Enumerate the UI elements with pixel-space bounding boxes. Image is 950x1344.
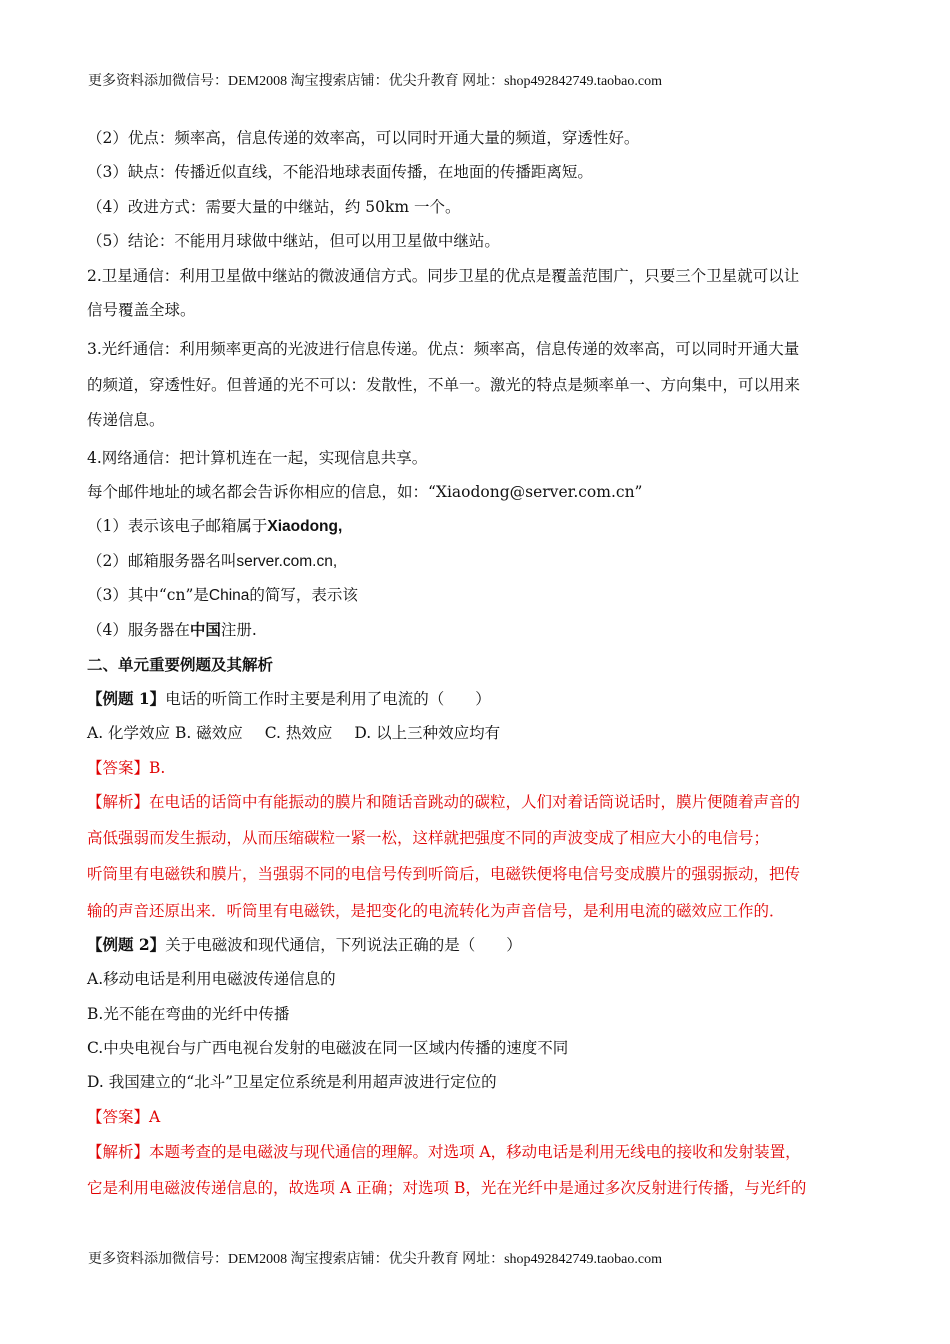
text: （1）表示该电子邮箱属于 — [87, 517, 268, 535]
option-c: C. 热效应 — [264, 724, 333, 742]
text-line: （4）改进方式：需要大量的中继站，约 50km 一个。 — [87, 198, 461, 216]
question-text: 关于电磁波和现代通信，下列说法正确的是（ ） — [165, 936, 522, 954]
text-line: 的频道，穿透性好。但普通的光不可以：发散性，不单一。激光的特点是频率单一、方向集中，可以用来 — [87, 376, 801, 394]
example-1-explanation: 听筒里有电磁铁和膜片，当强弱不同的电信号传到听筒后，电磁铁便将电信号变成膜片的强弱振动，把传 — [87, 865, 801, 883]
example-2-option-b: B.光不能在弯曲的光纤中传播 — [87, 1005, 290, 1023]
email-point-4 — [87, 620, 257, 640]
example-1-question — [87, 689, 491, 709]
text: （2）邮箱服务器名叫 — [87, 552, 237, 570]
example-1-explanation: 【解析】在电话的话筒中有能振动的膜片和随话音跳动的碳粒，人们对着话筒说话时，膜片便随着声音的 — [87, 793, 801, 811]
text-line: 传递信息。 — [87, 411, 165, 429]
example-1-options — [87, 723, 500, 743]
example-2-explanation: 【解析】本题考查的是电磁波与现代通信的理解。对选项 A，移动电话是利用无线电的接收和发射装置， — [87, 1143, 801, 1161]
example-2-option-a: A.移动电话是利用电磁波传递信息的 — [87, 970, 336, 988]
example-2-explanation: 它是利用电磁波传递信息的，故选项 A 正确；对选项 B，光在光纤中是通过多次反射进行传播，与光纤的 — [87, 1179, 807, 1197]
example-1-explanation: 输的声音还原出来．听筒里有电磁铁，是把变化的电流转化为声音信号，是利用电流的磁效应工作的． — [87, 902, 785, 920]
text-line: （2）优点：频率高，信息传递的效率高，可以同时开通大量的频道，穿透性好。 — [87, 129, 640, 147]
text-line: （3）缺点：传播近似直线，不能沿地球表面传播，在地面的传播距离短。 — [87, 163, 593, 181]
example-2-option-d: D. 我国建立的“北斗”卫星定位系统是利用超声波进行定位的 — [87, 1073, 497, 1091]
text-line: 3.光纤通信：利用频率更高的光波进行信息传递。优点：频率高，信息传递的效率高，可以同时开通大量 — [87, 340, 800, 358]
example-2-question — [87, 935, 522, 955]
section-title: 二、单元重要例题及其解析 — [87, 655, 274, 674]
email-point-3 — [87, 585, 358, 606]
text: 的简写，表示该 — [249, 586, 358, 604]
page-header: 更多资料添加微信号：DEM2008 淘宝搜索店铺：优尖升教育 网址：shop492842749.taobao.com — [88, 74, 662, 89]
text: （3）其中“cn”是 — [87, 586, 209, 604]
example-tag: 【例题 2】 — [87, 935, 166, 954]
example-tag: 【例题 1】 — [87, 689, 166, 708]
china-bold: 中国 — [189, 620, 221, 639]
option-b: B. 磁效应 — [175, 724, 243, 742]
email-point-2 — [87, 551, 337, 572]
email-point-1 — [87, 516, 342, 537]
option-d: D. 以上三种效应均有 — [354, 724, 501, 742]
page-footer: 更多资料添加微信号：DEM2008 淘宝搜索店铺：优尖升教育 网址：shop492842749.taobao.com — [88, 1252, 662, 1267]
text-line: 每个邮件地址的域名都会告诉你相应的信息，如：“Xiaodong@server.com.cn” — [87, 483, 643, 501]
example-1-answer: 【答案】B. — [87, 759, 166, 777]
example-2-option-c: C.中央电视台与广西电视台发射的电磁波在同一区域内传播的速度不同 — [87, 1039, 569, 1057]
server-text: server.com.cn, — [236, 553, 338, 570]
text: （4）服务器在 — [87, 621, 190, 639]
text: 注册. — [220, 621, 257, 639]
text-line: （5）结论：不能用月球做中继站，但可以用卫星做中继站。 — [87, 232, 500, 250]
example-2-answer: 【答案】A — [87, 1108, 161, 1126]
example-1-explanation: 高低强弱而发生振动，从而压缩碳粒一紧一松，这样就把强度不同的声波变成了相应大小的电信号； — [87, 829, 770, 847]
china-text: China — [208, 587, 250, 604]
option-a: A. 化学效应 — [87, 724, 171, 742]
name-text: Xiaodong, — [267, 518, 343, 535]
text-line: 4.网络通信：把计算机连在一起，实现信息共享。 — [87, 449, 428, 467]
text-line: 信号覆盖全球。 — [87, 301, 196, 319]
text-line: 2.卫星通信：利用卫星做中继站的微波通信方式。同步卫星的优点是覆盖范围广，只要三个卫星就可以让 — [87, 267, 800, 285]
question-text: 电话的听筒工作时主要是利用了电流的（ ） — [165, 690, 491, 708]
